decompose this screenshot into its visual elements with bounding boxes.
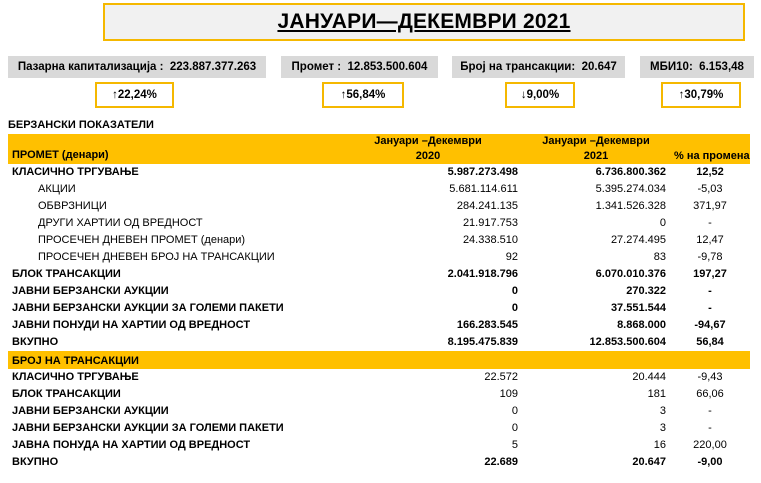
header-2020	[334, 134, 522, 164]
transactions-stat	[452, 56, 625, 78]
percent-change: -5,03	[697, 183, 723, 195]
value-2020: 0	[511, 422, 518, 434]
mbi10-stat	[640, 56, 754, 78]
percent-change: -9,43	[697, 371, 723, 383]
percent-change: 56,84	[670, 334, 750, 352]
value-2021: 6.736.800.362	[595, 166, 666, 178]
change-value: 9,00%	[526, 89, 560, 101]
percent-change: -	[708, 422, 712, 434]
header-2021-line1: Јануари –Декември	[542, 135, 650, 147]
value-2021: 20.647	[632, 456, 666, 468]
row-label: АКЦИИ	[38, 183, 76, 195]
value-2020: 5	[511, 439, 518, 451]
row-label: ЈАВНИ ПОНУДИ НА ХАРТИИ ОД ВРЕДНОСТ	[12, 319, 251, 331]
table-row	[8, 215, 750, 232]
value-2021: 5.395.274.034	[595, 183, 666, 195]
value-2021: 8.868.000	[617, 319, 666, 331]
percent-change: 197,27	[693, 268, 727, 280]
value-2021: 20.444	[632, 371, 666, 383]
header-label: ПРОМЕТ (денари)	[8, 134, 334, 164]
title-banner	[103, 3, 745, 41]
header-2021	[522, 134, 670, 164]
table-row	[8, 198, 750, 215]
transactions-section-header	[8, 352, 750, 369]
percent-change: -	[708, 405, 712, 417]
row-label: БЛОК ТРАНСАКЦИИ	[12, 388, 121, 400]
table-row	[8, 249, 750, 266]
row-label: ВКУПНО	[12, 456, 59, 468]
table-row	[8, 266, 750, 283]
header-pct: % на промена	[670, 134, 750, 164]
table-row	[8, 420, 750, 437]
transactions-label: БРОЈ НА ТРАНСАКЦИИ	[8, 352, 334, 369]
change-value: 30,79%	[684, 89, 724, 101]
value-2020: 0	[511, 405, 518, 417]
value-2020: 8.195.475.839	[334, 334, 522, 352]
stat-label: Број на трансакции:	[460, 61, 576, 73]
page-title: ЈАНУАРИ—ДЕКЕМВРИ 2021	[277, 10, 571, 33]
transactions-change	[505, 82, 575, 108]
market-cap-change	[95, 82, 174, 108]
value-2021: 1.341.526.328	[595, 200, 666, 212]
value-2021: 3	[659, 405, 666, 417]
arrow-up-icon: ↑	[112, 89, 118, 101]
row-label: БЛОК ТРАНСАКЦИИ	[12, 268, 121, 280]
mbi10-change	[661, 82, 741, 108]
value-2021: 27.274.495	[610, 234, 666, 246]
header-2021-line2: 2021	[583, 150, 609, 162]
arrow-up-icon: ↑	[678, 89, 685, 101]
table-header	[8, 134, 750, 164]
table-row	[8, 300, 750, 317]
stat-value: 6.153,48	[699, 61, 744, 73]
value-2021: 37.551.544	[610, 302, 666, 314]
percent-change: 66,06	[696, 388, 724, 400]
row-label: КЛАСИЧНО ТРГУВАЊЕ	[12, 166, 139, 178]
percent-change: 371,97	[693, 200, 727, 212]
percent-change: -94,67	[694, 319, 726, 331]
value-2020: 24.338.510	[462, 234, 518, 246]
value-2020: 5.681.114.611	[449, 183, 518, 195]
market-cap-stat	[8, 56, 266, 78]
value-2021: 270.322	[626, 285, 666, 297]
value-2020: 2.041.918.796	[447, 268, 518, 280]
table-row	[8, 437, 750, 454]
row-label: ЈАВНИ БЕРЗАНСКИ АУКЦИИ	[12, 405, 169, 417]
value-2021: 83	[653, 251, 666, 263]
arrow-up-icon: ↑	[340, 89, 347, 101]
value-2020: 0	[511, 285, 518, 297]
indicators-table	[8, 134, 750, 471]
value-2020: 0	[511, 302, 518, 314]
percent-change: 12,47	[696, 234, 724, 246]
row-label: ЈАВНИ БЕРЗАНСКИ АУКЦИИ ЗА ГОЛЕМИ ПАКЕТИ	[12, 422, 284, 434]
row-label: ЈАВНИ БЕРЗАНСКИ АУКЦИИ ЗА ГОЛЕМИ ПАКЕТИ	[12, 302, 284, 314]
value-2020: 284.241.135	[456, 200, 518, 212]
value-2021: 6.070.010.376	[595, 268, 666, 280]
value-2020: 92	[505, 251, 518, 263]
percent-change: -9,00	[697, 456, 723, 468]
row-label: ЈАВНА ПОНУДА НА ХАРТИИ ОД ВРЕДНОСТ	[12, 439, 251, 451]
value-2020: 22.572	[484, 371, 518, 383]
header-2020-line2: 2020	[415, 150, 441, 162]
value-2020: 21.917.753	[462, 217, 518, 229]
table-row	[8, 386, 750, 403]
row-label: ПРОСЕЧЕН ДНЕВЕН ПРОМЕТ (денари)	[38, 234, 246, 246]
value-2020: 5.987.273.498	[447, 166, 518, 178]
table-row	[8, 334, 750, 352]
value-2021: 0	[659, 217, 666, 229]
value-2021: 16	[653, 439, 666, 451]
row-label: КЛАСИЧНО ТРГУВАЊЕ	[12, 371, 139, 383]
value-2020: 22.689	[484, 456, 518, 468]
table-row	[8, 317, 750, 334]
row-label: ПРОСЕЧЕН ДНЕВЕН БРОЈ НА ТРАНСАКЦИИ	[38, 251, 275, 263]
arrow-down-icon: ↓	[520, 89, 527, 101]
stat-label: МБИ10:	[650, 61, 693, 73]
table-row	[8, 181, 750, 198]
percent-change: 220,00	[693, 439, 727, 451]
stat-label: Промет :	[291, 61, 342, 73]
table-row	[8, 283, 750, 300]
stat-value: 20.647	[581, 61, 617, 73]
table-row	[8, 164, 750, 181]
value-2021: 3	[659, 422, 666, 434]
change-value: 56,84%	[346, 89, 386, 101]
table-row	[8, 232, 750, 249]
stat-value: 223.887.377.263	[169, 61, 257, 73]
header-2020-line1: Јануари –Декември	[374, 135, 482, 147]
value-2021: 12.853.500.604	[522, 334, 670, 352]
turnover-stat	[281, 56, 438, 78]
value-2020: 166.283.545	[456, 319, 518, 331]
table-row	[8, 369, 750, 386]
percent-change: -	[708, 217, 712, 229]
turnover-change	[322, 82, 404, 108]
percent-change: -	[708, 285, 712, 297]
row-label: ДРУГИ ХАРТИИ ОД ВРЕДНОСТ	[38, 217, 203, 229]
stat-value: 12.853.500.604	[347, 61, 428, 73]
value-2021: 181	[647, 388, 666, 400]
table-row	[8, 454, 750, 471]
table-row	[8, 403, 750, 420]
stat-label: Пазарна капитализација :	[17, 61, 164, 73]
percent-change: -9,78	[697, 251, 723, 263]
percent-change: 12,52	[696, 166, 724, 178]
row-label: ЈАВНИ БЕРЗАНСКИ АУКЦИИ	[12, 285, 169, 297]
row-label: ВКУПНО	[8, 334, 334, 352]
row-label: ОБВРЗНИЦИ	[38, 200, 107, 212]
section-title: БЕРЗАНСКИ ПОКАЗАТЕЛИ	[8, 119, 154, 131]
change-value: 22,24%	[117, 89, 157, 101]
percent-change: -	[708, 302, 712, 314]
value-2020: 109	[499, 388, 518, 400]
